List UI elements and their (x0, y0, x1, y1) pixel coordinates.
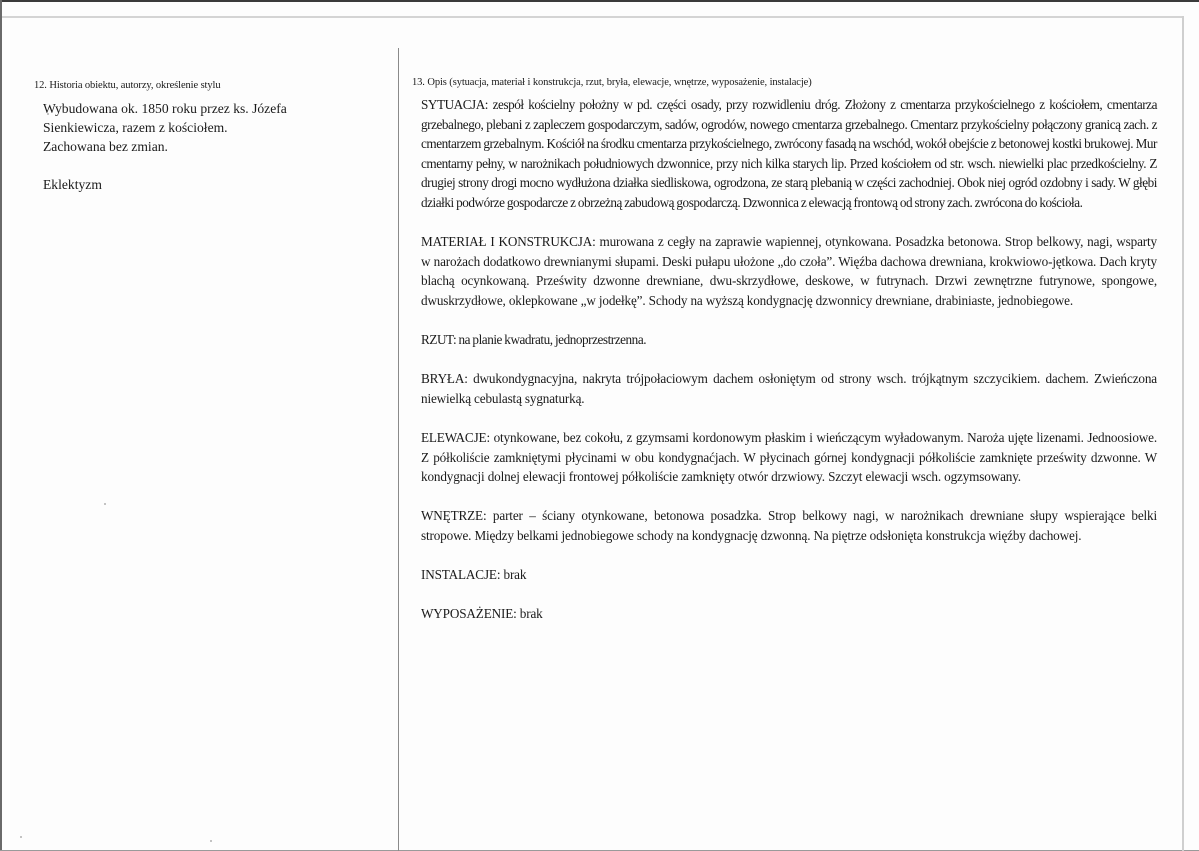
paragraph-bryla: BRYŁA: dwukondygnacyjna, nakryta trójpołaciowym dachem osłoniętym od strony wsch. trójkątnym szczycikiem. dachem. Zwieńczona niewielką cebulastą sygnaturką. (421, 371, 1157, 406)
history-line: Sienkiewicza, razem z kościołem. (43, 120, 228, 135)
paragraph-material: MATERIAŁ I KONSTRUKCJA: murowana z cegły na zaprawie wapiennej, otynkowana. Posadzka betonowa. Strop belkowy, nagi, wsparty w narożach dodatkowo drewnianymi słupami. Deski pułapu ułożone „do czoła”. Więźba dachowa drewniana, krokwiowo-jętkowa. Dach kryty blachą ocynkowaną. Prześwity dzwonne drewniane, dwu-skrzydłowe, deskowe, w futrynach. Drzwi zewnętrzne futrynowe, spongowe, dwuskrzydłowe, oklepkowane „w jodełkę”. Schody na wyższą kondygnację dzwonnicy drewniane, drabiniaste, jednobiegowe. (421, 234, 1157, 308)
history-heading: 12. Historia obiektu, autorzy, określenie stylu (34, 80, 221, 91)
scan-speck (20, 836, 22, 838)
paragraph-sytuacja: SYTUACJA: zespół kościelny położny w pd. części osady, przy rozwidleniu dróg. Złożony z cmentarza przykościelnego z kościołem, cmentarza grzebalnego, plebani z zapleczem gospodarczym, sadów, ogrodów, nowego cmentarza grzebalnego. Cmentarz przykościelny połączony granicą zach. z cmentarzem grzebalnym. Kościół na środku cmentarza przykościelnego, zwrócony fasadą na wschód, wokół obejście z betonowej kostki brukowej. Mur cmentarny pełny, w narożnikach południowych dzwonnice, przy nich kilka starych lip. Przed kościołem od str. wsch. niewielki plac przedkościelny. Z drugiej strony drogi mocno wydłużona działka siedliskowa, ogrodzona, ze starą plebanią w części zachodniej. Obok niej ogród ozdobny i sady. W głębi działki podwórze gospodarcze z obrzeżną zabudową gospodarczą. Dzwonnica z elewacją frontową od strony zach. zwrócona do kościoła. (421, 97, 1157, 210)
description-heading: 13. Opis (sytuacja, materiał i konstrukcja, rzut, bryła, elewacje, wnętrze, wyposażenie, instalacje) (412, 77, 812, 88)
history-line: Wybudowana ok. 1850 roku przez ks. Józefa (43, 101, 287, 116)
column-divider (398, 48, 399, 851)
paragraph-instalacje: INSTALACJE: brak (421, 567, 527, 583)
paragraph-elewacje: ELEWACJE: otynkowane, bez cokołu, z gzymsami kordonowym płaskim i wieńczącym wyładowanym. Naroża ujęte lizenami. Jednoosiowe. Z półkoliście zamkniętymi płycinami w obu kondygnaćjach. W płycinach górnej kondygnacji półkoliście zamknięte prześwity dzwonne. W kondygnacji dolnej elewacji frontowej półkoliście zamknięty otwór drzwiowy. Szczyt elewacji wsch. ogzymsowany. (421, 430, 1157, 485)
paragraph-wnetrze: WNĘTRZE: parter – ściany otynkowane, betonowa posadzka. Strop belkowy nagi, w narożnikach drewniane słupy wspierające belki stropowe. Między belkami jednobiegowe schody na kondygnację dzwonną. Na piętrze odsłonięta konstrukcja więźby dachowej. (421, 508, 1157, 544)
scan-speck (210, 840, 212, 842)
scan-speck (104, 503, 106, 505)
history-body (43, 99, 384, 194)
scan-top-edge (0, 0, 1199, 2)
page-top-rule (2, 16, 1183, 18)
description-body (421, 95, 1157, 624)
paragraph-rzut: RZUT: na planie kwadratu, jednoprzestrzenna. (421, 332, 647, 348)
page-right-rule (1182, 16, 1184, 851)
paragraph-wyposazenie: WYPOSAŻENIE: brak (421, 606, 543, 622)
history-section (34, 79, 384, 194)
style-label: Eklektyzm (43, 177, 102, 192)
history-line: Zachowana bez zmian. (43, 139, 168, 154)
description-section (412, 76, 1157, 644)
scan-left-edge (0, 0, 2, 851)
